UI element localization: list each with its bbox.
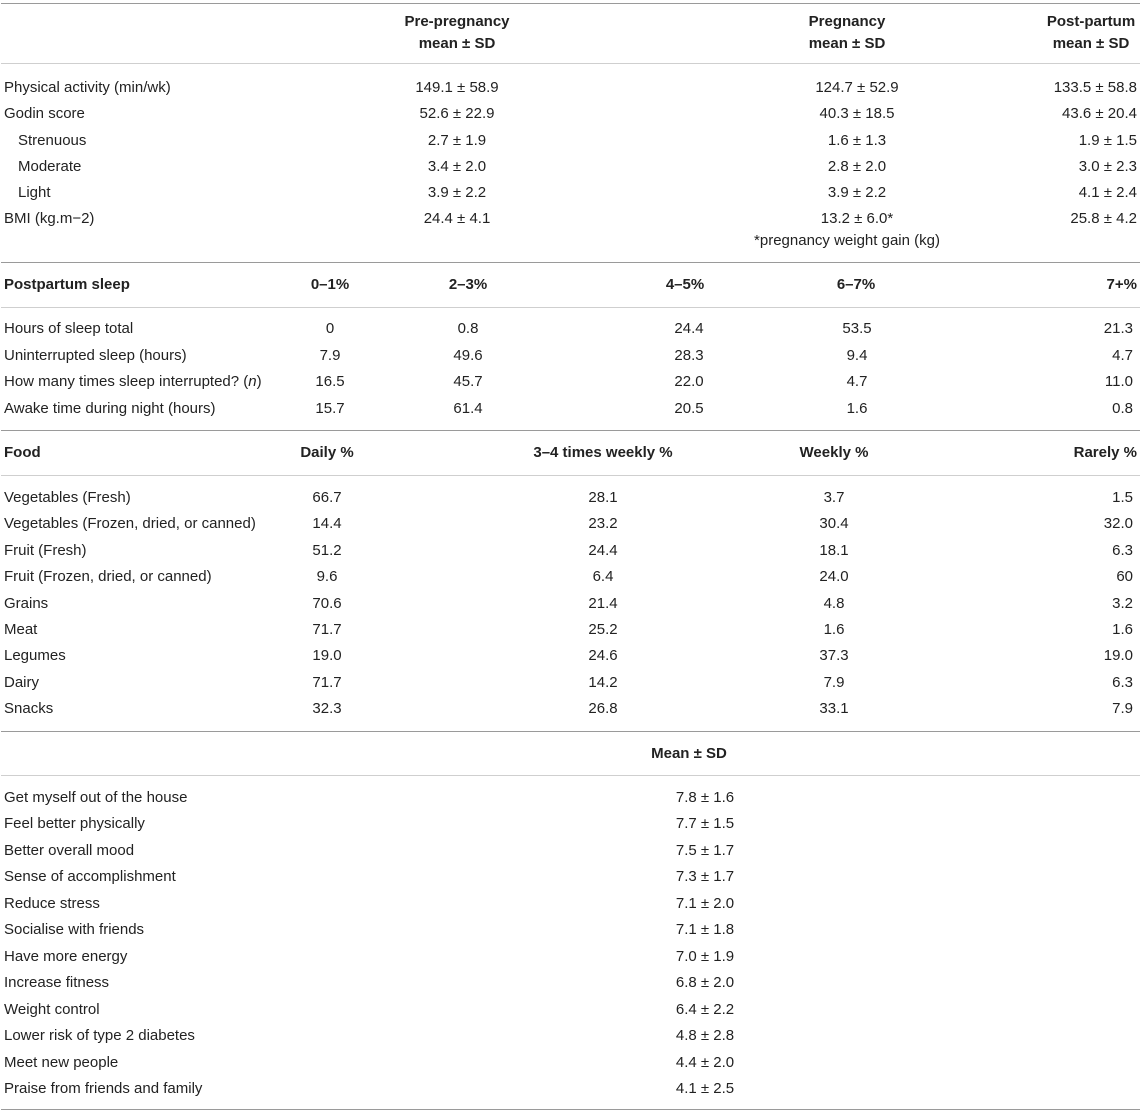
cell-value: 7.3 ± 1.7	[675, 868, 735, 886]
cell-value: 4.1 ± 2.5	[675, 1079, 735, 1097]
cell-value: 0	[325, 320, 335, 337]
cell-value: 24.6	[588, 647, 618, 665]
row-label: Feel better physically	[4, 815, 145, 833]
cell-value: 30.4	[819, 515, 849, 533]
column-header: Rarely %	[1073, 444, 1137, 461]
cell-value: 6.4 ± 2.2	[675, 1000, 735, 1018]
cell-value: 0.8	[1112, 400, 1133, 417]
cell-value: 4.8	[823, 594, 845, 612]
row-label: Awake time during night (hours)	[4, 400, 216, 417]
row-label: Meet new people	[4, 1053, 119, 1071]
row-label: Light	[18, 184, 51, 201]
cell-value: 2.7 ± 1.9	[427, 132, 487, 149]
cell-value: 4.4 ± 2.0	[675, 1053, 735, 1071]
column-header: Mean ± SD	[651, 745, 727, 762]
header-line2: mean ± SD	[418, 35, 496, 52]
row-label: Fruit (Fresh)	[4, 541, 87, 559]
cell-value: 49.6	[453, 347, 483, 364]
cell-value: 70.6	[312, 594, 342, 612]
cell-value: 53.5	[842, 320, 872, 337]
cell-value: 24.4	[674, 320, 704, 337]
cell-value: 7.1 ± 1.8	[675, 921, 735, 939]
cell-value: 71.7	[312, 621, 342, 638]
column-header: 4–5%	[665, 276, 705, 293]
column-header: 0–1%	[310, 276, 350, 293]
cell-value: 7.9	[1112, 700, 1133, 718]
cell-value: 4.7	[1112, 347, 1133, 364]
cell-value: 32.0	[1103, 515, 1133, 533]
cell-value: 25.2	[588, 621, 618, 638]
header-line2: mean ± SD	[808, 35, 886, 52]
cell-value: 1.9 ± 1.5	[1078, 132, 1137, 149]
cell-value: 149.1 ± 58.9	[415, 79, 499, 96]
header-pre-pregnancy	[404, 11, 509, 55]
row-label: Sense of accomplishment	[4, 868, 176, 886]
header-line1: Post-partum	[1046, 13, 1136, 30]
rule-s3-header	[1, 475, 1140, 476]
cell-value: 23.2	[588, 515, 618, 533]
cell-value: 7.1 ± 2.0	[675, 894, 735, 912]
cell-value: 26.8	[588, 700, 618, 718]
row-label: Have more energy	[4, 947, 128, 965]
row-label: Vegetables (Frozen, dried, or canned)	[4, 515, 256, 533]
cell-value: 3.0 ± 2.3	[1078, 158, 1137, 175]
cell-value: 13.2 ± 6.0*	[820, 210, 894, 227]
cell-value: 1.6	[823, 621, 845, 638]
rule-bottom	[1, 1109, 1140, 1110]
cell-value: 6.3	[1112, 673, 1133, 691]
cell-value: 9.6	[316, 568, 338, 586]
row-label: Grains	[4, 594, 49, 612]
row-label: Legumes	[4, 647, 66, 665]
cell-value: 2.8 ± 2.0	[827, 158, 887, 175]
cell-value: 1.5	[1112, 489, 1133, 506]
cell-value: 25.8 ± 4.2	[1070, 210, 1137, 227]
header-line1: Pre-pregnancy	[404, 13, 510, 30]
cell-value: 7.9	[319, 347, 341, 364]
cell-value: 124.7 ± 52.9	[815, 79, 899, 96]
column-header: Weekly %	[799, 444, 869, 461]
cell-value: 133.5 ± 58.8	[1053, 79, 1137, 96]
row-label: Increase fitness	[4, 974, 110, 992]
rule-s4-header	[1, 775, 1140, 776]
cell-value: 52.6 ± 22.9	[419, 105, 495, 122]
row-label: Vegetables (Fresh)	[4, 489, 131, 506]
section-title: Food	[4, 444, 41, 461]
row-label: Snacks	[4, 700, 54, 718]
row-label: Godin score	[4, 105, 85, 122]
cell-value: 7.9	[823, 673, 845, 691]
footnote: *pregnancy weight gain (kg)	[754, 232, 940, 249]
rule-s1-end	[1, 262, 1140, 263]
cell-value: 6.8 ± 2.0	[675, 974, 735, 992]
cell-value: 3.2	[1112, 594, 1133, 612]
cell-value: 19.0	[1103, 647, 1133, 665]
cell-value: 32.3	[312, 700, 342, 718]
cell-value: 21.3	[1103, 320, 1133, 337]
header-line2: mean ± SD	[1052, 35, 1130, 52]
cell-value: 3.7	[823, 489, 845, 506]
cell-value: 61.4	[453, 400, 483, 417]
rule-top	[1, 3, 1140, 4]
column-header: Daily %	[300, 444, 354, 461]
cell-value: 37.3	[819, 647, 849, 665]
cell-value: 33.1	[819, 700, 849, 718]
row-label: How many times sleep interrupted? (n)	[4, 373, 262, 390]
italic-n: n	[248, 373, 257, 390]
cell-value: 45.7	[453, 373, 483, 390]
row-label: Weight control	[4, 1000, 100, 1018]
row-label: BMI (kg.m−2)	[4, 210, 95, 227]
row-label: Praise from friends and family	[4, 1079, 203, 1097]
cell-value: 24.4	[588, 541, 618, 559]
cell-value: 28.1	[588, 489, 618, 506]
section-title: Postpartum sleep	[4, 276, 130, 293]
row-label: Better overall mood	[4, 841, 135, 859]
cell-value: 66.7	[312, 489, 342, 506]
row-label: Dairy	[4, 673, 40, 691]
cell-value: 1.6	[846, 400, 868, 417]
row-label: Physical activity (min/wk)	[4, 79, 171, 96]
cell-value: 28.3	[674, 347, 704, 364]
cell-value: 0.8	[457, 320, 479, 337]
cell-value: 71.7	[312, 673, 342, 691]
cell-value: 11.0	[1104, 373, 1133, 390]
rule-s1-header	[1, 63, 1140, 64]
cell-value: 1.6 ± 1.3	[827, 132, 887, 149]
row-label: Reduce stress	[4, 894, 100, 912]
cell-value: 14.2	[588, 673, 618, 691]
row-label: Lower risk of type 2 diabetes	[4, 1027, 195, 1045]
column-header: 6–7%	[836, 276, 876, 293]
cell-value: 9.4	[846, 347, 868, 364]
cell-value: 18.1	[819, 541, 849, 559]
cell-value: 3.9 ± 2.2	[827, 184, 887, 201]
cell-value: 51.2	[312, 541, 342, 559]
row-label: Uninterrupted sleep (hours)	[4, 347, 187, 364]
row-label: Hours of sleep total	[4, 320, 134, 337]
rule-s2-end	[1, 430, 1140, 431]
column-header: 7+%	[1106, 276, 1137, 293]
cell-value: 40.3 ± 18.5	[819, 105, 895, 122]
cell-value: 7.7 ± 1.5	[675, 815, 735, 833]
cell-value: 7.5 ± 1.7	[675, 841, 735, 859]
rule-s2-header	[1, 307, 1140, 308]
header-line1: Pregnancy	[808, 13, 886, 30]
header-pregnancy	[809, 11, 886, 55]
rule-s3-end	[1, 731, 1140, 732]
cell-value: 24.4 ± 4.1	[423, 210, 491, 227]
cell-value: 20.5	[674, 400, 704, 417]
cell-value: 1.6	[1112, 621, 1133, 638]
row-label: Strenuous	[18, 132, 87, 149]
cell-value: 43.6 ± 20.4	[1062, 105, 1137, 122]
cell-value: 19.0	[312, 647, 342, 665]
cell-value: 24.0	[819, 568, 849, 586]
cell-value: 14.4	[312, 515, 342, 533]
cell-value: 3.4 ± 2.0	[427, 158, 487, 175]
cell-value: 3.9 ± 2.2	[427, 184, 487, 201]
cell-value: 7.0 ± 1.9	[675, 947, 735, 965]
cell-value: 6.4	[592, 568, 614, 586]
cell-value: 6.3	[1112, 541, 1133, 559]
cell-value: 4.8 ± 2.8	[675, 1027, 735, 1045]
column-header: 3–4 times weekly %	[533, 444, 673, 461]
column-header: 2–3%	[448, 276, 488, 293]
header-post-partum	[1047, 11, 1135, 55]
row-label: Meat	[4, 621, 38, 638]
row-label: Fruit (Frozen, dried, or canned)	[4, 568, 212, 586]
cell-value: 15.7	[315, 400, 345, 417]
cell-value: 21.4	[588, 594, 618, 612]
cell-value: 22.0	[674, 373, 704, 390]
row-label: Socialise with friends	[4, 921, 145, 939]
cell-value: 4.7	[846, 373, 868, 390]
cell-value: 4.1 ± 2.4	[1078, 184, 1137, 201]
cell-value: 60	[1116, 568, 1133, 586]
row-label: Moderate	[18, 158, 82, 175]
cell-value: 16.5	[315, 373, 345, 390]
cell-value: 7.8 ± 1.6	[675, 789, 735, 806]
row-label: Get myself out of the house	[4, 789, 188, 806]
